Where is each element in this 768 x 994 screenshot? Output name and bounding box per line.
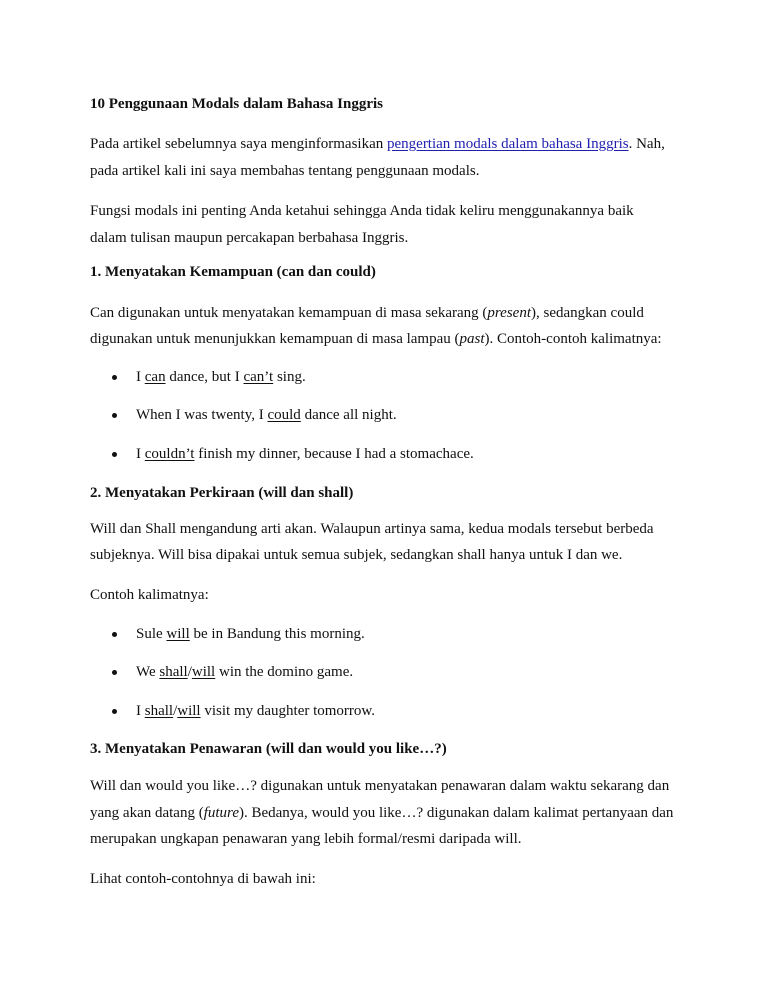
- s1-text: Can digunakan untuk menyatakan kemampuan di masa sekarang (: [90, 305, 488, 321]
- fungsi-line-1: Fungsi modals ini penting Anda ketahui sehingga Anda tidak keliru menggunakannya baik: [90, 203, 634, 219]
- intro-text-post: . Nah,: [628, 136, 665, 152]
- list-item: [0, 408, 768, 423]
- underlined-modal: shall: [144, 703, 174, 719]
- underlined-modal: shall: [159, 664, 188, 680]
- bullet-icon: [112, 375, 117, 380]
- bullet-icon: [112, 452, 117, 457]
- list-item-text: When I was twenty, I could dance all night.: [136, 407, 397, 423]
- section-3-paragraph-line-3: merupakan ungkapan penawaran yang lebih formal/resmi daripada will.: [90, 831, 522, 847]
- s1-present-term: present: [487, 305, 531, 321]
- underlined-modal: couldn’t: [144, 446, 195, 462]
- intro-line-2: pada artikel kali ini saya membahas tentang penggunaan modals.: [90, 163, 480, 179]
- list-item-text: I can dance, but I can’t sing.: [136, 369, 306, 385]
- section-3-heading: 3. Menyatakan Penawaran (will dan would you like…?): [90, 741, 447, 757]
- section-2-paragraph-line-2: subjeknya. Will bisa dipakai untuk semua subjek, sedangkan shall hanya untuk I dan we.: [90, 547, 623, 563]
- intro-line-1: [90, 137, 665, 152]
- section-1-paragraph-line-2: [90, 332, 662, 347]
- list-item: [0, 704, 768, 719]
- s1-text: ). Contoh-contoh kalimatnya:: [484, 331, 662, 347]
- underlined-modal: will: [166, 626, 190, 642]
- bullet-icon: [112, 413, 117, 418]
- underlined-modal: can’t: [243, 369, 274, 385]
- section-2-heading: 2. Menyatakan Perkiraan (will dan shall): [90, 485, 354, 501]
- list-item: [0, 370, 768, 385]
- list-item-text: We shall/will win the domino game.: [136, 664, 354, 680]
- underlined-modal: will: [191, 664, 216, 680]
- list-item-text: I couldn’t finish my dinner, because I had a stomachace.: [136, 446, 474, 462]
- section-2-paragraph-line-1: Will dan Shall mengandung arti akan. Walaupun artinya sama, kedua modals tersebut berbeda: [90, 521, 654, 537]
- s3-future-term: future: [203, 805, 239, 821]
- section-1-paragraph-line-1: [90, 306, 644, 321]
- list-item: [0, 627, 768, 642]
- fungsi-line-2: dalam tulisan maupun percakapan berbahasa Inggris.: [90, 230, 409, 246]
- underlined-modal: can: [144, 369, 166, 385]
- section-1-heading: 1. Menyatakan Kemampuan (can dan could): [90, 264, 376, 280]
- document-title: 10 Penggunaan Modals dalam Bahasa Inggris: [90, 96, 383, 112]
- bullet-icon: [112, 670, 117, 675]
- s1-text: ), sedangkan could: [531, 305, 644, 321]
- list-item: [0, 665, 768, 680]
- s1-past-term: past: [459, 331, 485, 347]
- bullet-icon: [112, 632, 117, 637]
- pengertian-modals-link[interactable]: pengertian modals dalam bahasa Inggris: [387, 136, 629, 152]
- section-3-lihat-label: Lihat contoh-contohnya di bawah ini:: [90, 871, 316, 887]
- list-item: [0, 447, 768, 462]
- underlined-modal: will: [177, 703, 201, 719]
- intro-text-pre: Pada artikel sebelumnya saya menginformasikan: [90, 136, 387, 152]
- list-item-text: I shall/will visit my daughter tomorrow.: [136, 703, 376, 719]
- underlined-modal: could: [267, 407, 301, 423]
- section-3-paragraph-line-1: Will dan would you like…? digunakan untuk menyatakan penawaran dalam waktu sekarang dan: [90, 778, 670, 794]
- list-item-text: Sule will be in Bandung this morning.: [136, 626, 365, 642]
- bullet-icon: [112, 709, 117, 714]
- section-3-paragraph-line-2: yang akan datang (future). Bedanya, would you like…? digunakan dalam kalimat pertanyaan dan: [90, 805, 674, 821]
- section-2-contoh-label: Contoh kalimatnya:: [90, 587, 209, 603]
- s1-text: digunakan untuk menunjukkan kemampuan di masa lampau (: [90, 331, 460, 347]
